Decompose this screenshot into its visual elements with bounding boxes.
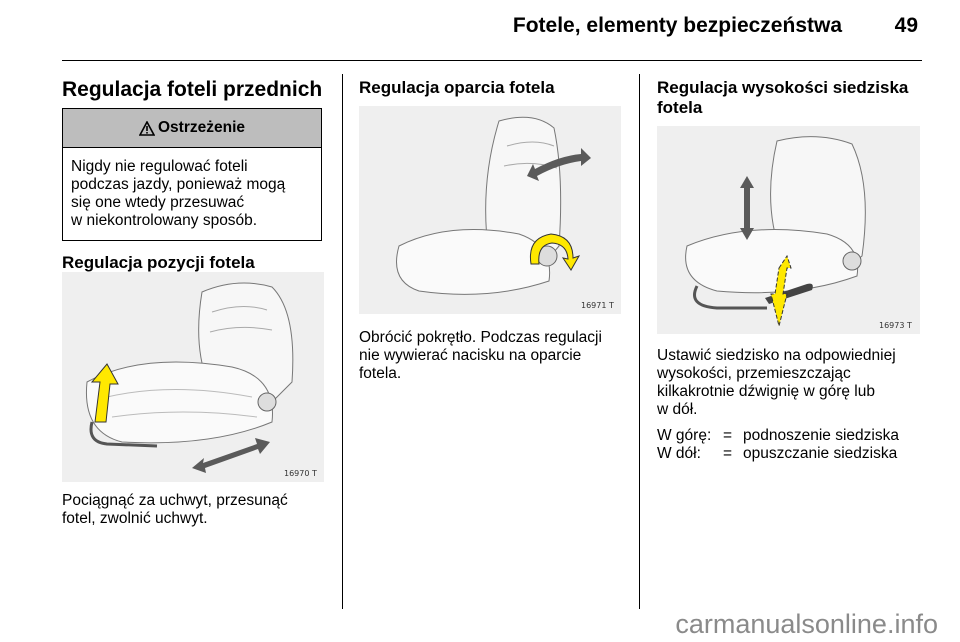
warning-title: Ostrzeżenie (157, 119, 245, 136)
definition-table (657, 427, 899, 463)
body-line: Pociągnąć za uchwyt, przesunąć (62, 492, 288, 509)
body-line: fotel, zwolnić uchwyt. (62, 510, 208, 527)
definition-description: podnoszenie siedziska (743, 427, 899, 444)
warning-line: w niekontrolowany sposób. (71, 212, 258, 229)
figure-code: 16970 T (284, 469, 317, 478)
heading-line: Regulacja wysokości siedziska (657, 78, 909, 97)
warning-header (63, 109, 321, 148)
right-body-text (657, 347, 937, 463)
watermark: carmanualsonline.info (675, 609, 938, 639)
body-line: Obrócić pokrętło. Podczas regulacji (359, 329, 602, 346)
body-line: nie wywierać nacisku na oparcie (359, 347, 582, 364)
middle-column (359, 78, 629, 98)
left-body-text (62, 492, 332, 528)
definition-description: opuszczanie siedziska (743, 445, 898, 462)
warning-box (62, 108, 322, 241)
definition-row (657, 427, 899, 445)
definition-term: W górę: (657, 427, 712, 444)
body-line: wysokości, przemieszczając (657, 365, 851, 382)
figure-seat-position (62, 272, 324, 482)
figure-code: 16971 T (581, 301, 614, 310)
figure-seat-height (657, 126, 920, 334)
heading-line: fotela (657, 98, 703, 117)
column-divider-1 (342, 74, 343, 609)
column-divider-2 (639, 74, 640, 609)
page-number: 49 (894, 14, 918, 37)
figure-backrest-adjust (359, 106, 621, 314)
left-column (62, 78, 332, 273)
header-rule (62, 60, 922, 61)
warning-line: podczas jazdy, ponieważ mogą (71, 176, 286, 193)
subsection-heading: Regulacja pozycji fotela (62, 253, 255, 272)
section-heading: Regulacja foteli przednich (62, 78, 323, 101)
figure-code: 16973 T (879, 321, 912, 330)
section-heading: Regulacja oparcia fotela (359, 78, 555, 97)
running-header-title: Fotele, elementy bezpieczeństwa (512, 14, 842, 37)
middle-body-text (359, 329, 629, 383)
definition-separator: = (723, 427, 733, 444)
body-line: w dół. (657, 401, 698, 418)
definition-separator: = (723, 445, 733, 462)
right-column (657, 78, 937, 118)
body-line: Ustawić siedzisko na odpowiedniej (657, 347, 896, 364)
body-line: kilkakrotnie dźwignię w górę lub (657, 383, 875, 400)
warning-line: się one wtedy przesuwać (71, 194, 245, 211)
warning-line: Nigdy nie regulować foteli (71, 158, 248, 175)
definition-row (657, 445, 899, 463)
body-line: fotela. (359, 365, 402, 382)
section-heading (657, 78, 937, 118)
definition-term: W dół: (657, 445, 701, 462)
warning-triangle-icon (139, 121, 155, 136)
warning-text (63, 148, 321, 240)
